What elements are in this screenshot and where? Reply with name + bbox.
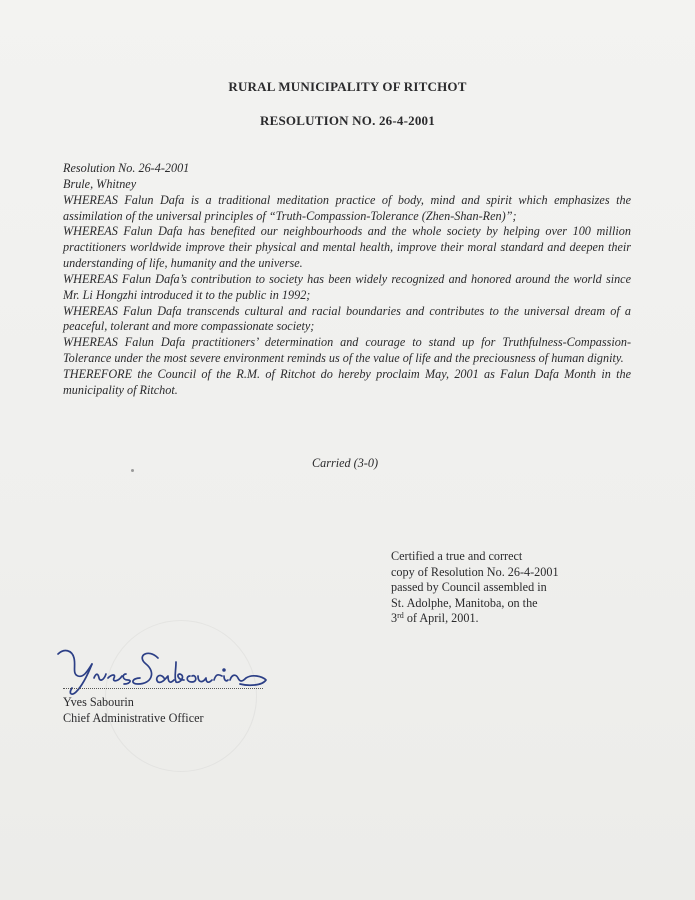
- cert-day: 3: [391, 611, 398, 625]
- cert-line-3: passed by Council assembled in: [391, 580, 547, 594]
- mover-seconder-line: Brule, Whitney: [63, 176, 137, 191]
- cert-line-2: copy of Resolution No. 26-4-2001: [391, 564, 559, 579]
- resolution-number-line: Resolution No. 26-4-2001: [63, 161, 190, 175]
- resolution-heading: RESOLUTION NO. 26-4-2001: [260, 113, 435, 128]
- cert-date-rest: of April, 2001.: [403, 611, 479, 625]
- signatory-name: Yves Sabourin: [63, 695, 134, 709]
- handwritten-signature: [52, 640, 282, 700]
- municipality-heading: RURAL MUNICIPALITY OF RITCHOT: [228, 79, 467, 94]
- signature-line: [63, 688, 263, 689]
- cert-line-1: Certified a true and correct: [391, 549, 523, 563]
- signatory-title: Chief Administrative Officer: [63, 711, 204, 725]
- paper-speck: [131, 469, 134, 472]
- cert-line-4: St. Adolphe, Manitoba, on the: [391, 595, 538, 610]
- whereas-clause-4: WHEREAS Falun Dafa transcends cultural and racial boundaries and contributes to the universal dream of a peaceful, tolerant and more compassionate society;: [63, 303, 631, 334]
- carried-vote: Carried (3-0): [312, 456, 379, 470]
- certification-block: [391, 549, 559, 627]
- cert-date-line: [391, 611, 559, 627]
- whereas-clause-2: WHEREAS Falun Dafa has benefited our neighbourhoods and the whole society by helping over 100 million practitioners worldwide improve their physical and mental health, improve their moral standard and deepen their understanding of life, humanity and the universe.: [63, 224, 631, 271]
- signatory-block: [63, 694, 204, 726]
- whereas-clause-3: WHEREAS Falun Dafa’s contribution to society has been widely recognized and honored around the world since Mr. Li Hongzhi introduced it to the public in 1992;: [63, 271, 631, 302]
- therefore-clause: THEREFORE the Council of the R.M. of Ritchot do hereby proclaim May, 2001 as Falun Dafa Month in the municipality of Ritchot.: [63, 366, 631, 397]
- resolution-body: [63, 161, 631, 399]
- whereas-clause-5: WHEREAS Falun Dafa practitioners’ determination and courage to stand up for Truthfulness-Compassion-Tolerance under the most severe environment reminds us of the value of life and the preciousness of human dignity.: [63, 335, 631, 366]
- whereas-clause-1: WHEREAS Falun Dafa is a traditional meditation practice of body, mind and spirit which emphasizes the assimilation of the universal principles of “Truth-Compassion-Tolerance (Zhen-Shan-Ren)”;: [63, 192, 631, 223]
- cert-day-suffix: rd: [397, 611, 404, 620]
